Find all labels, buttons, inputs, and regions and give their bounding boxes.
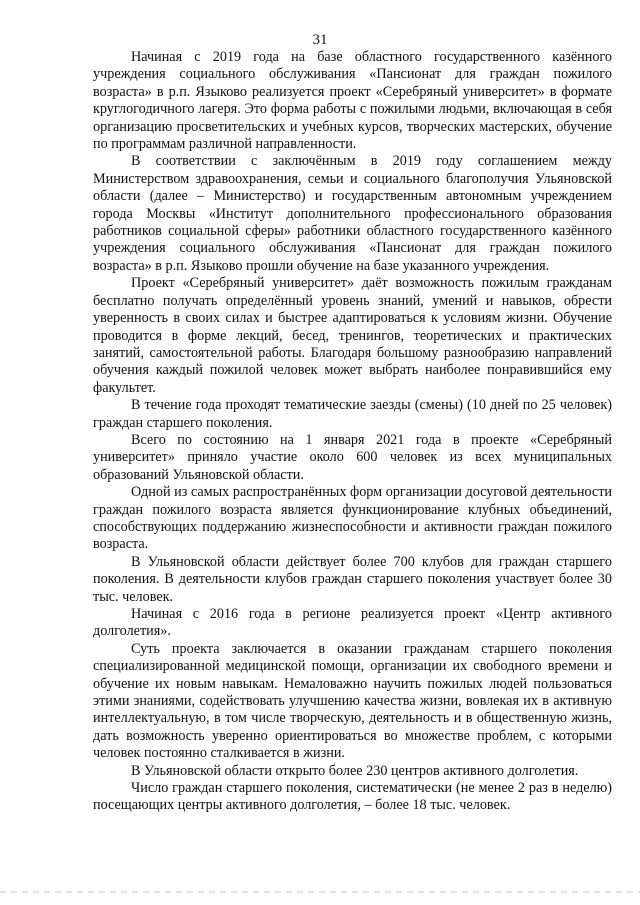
paragraph-clubs-count: В Ульяновской области действует более 700 клубов для граждан старшего поколения. В деятельности клубов граждан старшего поколения участвует более 30 тыс. человек. <box>93 553 612 605</box>
paragraph-project-essence: Суть проекта заключается в оказании гражданам старшего поколения специализированной медицинской помощи, организации их свободного времени и обучение их новым навыкам. Немаловажно научить пожилых людей пользоваться этими знаниями, содействовать улучшению качества жизни, вовлекая их в активную интеллектуальную, в том числе творческую, деятельность и в общественную жизнь, дать возможность уверенно ориентироваться во множестве проблем, с которыми человек постоянно сталкивается в жизни. <box>93 640 612 762</box>
paragraph-agreement: В соответствии с заключённым в 2019 году соглашением между Министерством здравоохранения, семьи и социального благополучия Ульяновской области (далее – Министерство) и государственным автономным учреждением города Москвы «Институт дополнительного профессионального образования работников социальной сферы» работники областного государственного казённого учреждения социального обслуживания «Пансионат для граждан пожилого возраста» в р.п. Языково прошли обучение на базе указанного учреждения. <box>93 153 612 274</box>
paragraph-centers-count: В Ульяновской области открыто более 230 центров активного долголетия. <box>131 762 579 779</box>
paragraph-visitors-count: Число граждан старшего поколения, систематически (не менее 2 раз в неделю) посещающих центры активного долголетия, – более 18 тыс. человек. <box>93 780 612 814</box>
paragraph-thematic-sessions: В течение года проходят тематические заезды (смены) (10 дней по 25 человек) граждан старшего поколения. <box>93 397 612 431</box>
paragraph-project-opportunities: Проект «Серебряный университет» даёт возможность пожилым гражданам бесплатно получать определённый уровень знаний, умений и навыков, обрести уверенность в своих силах и быстрее адаптироваться к условиям жизни. Обучение проводится в форме лекций, бесед, тренингов, теоретических и практических занятий, самостоятельной работы. Благодаря большому разнообразию направлений обучения каждый пожилой человек может выбрать наиболее понравившийся ему факультет. <box>93 275 612 396</box>
body-text <box>93 49 612 815</box>
scan-edge-artifact <box>0 891 640 893</box>
paragraph-participants-total: Всего по состоянию на 1 января 2021 года в проекте «Серебряный университет» приняло участие около 600 человек из всех муниципальных образований Ульяновской области. <box>93 431 612 483</box>
paragraph-silver-university-intro: Начиная с 2019 года на базе областного государственного казённого учреждения социального обслуживания «Пансионат для граждан пожилого возраста» в р.п. Языково реализуется проект «Серебряный университет» в формате круглогодичного лагеря. Это форма работы с пожилыми людьми, включающая в себя организацию просветительских и учебных курсов, творческих мастерских, обучение по программам различной направленности. <box>93 49 612 153</box>
page-number: 31 <box>312 32 328 48</box>
paragraph-club-associations: Одной из самых распространённых форм организации досуговой деятельности граждан пожилого возраста является функционирование клубных объединений, способствующих поддержанию жизнеспособности и активности граждан пожилого возраста. <box>93 484 612 553</box>
paragraph-active-longevity-project: Начиная с 2016 года в регионе реализуется проект «Центр активного долголетия». <box>93 606 612 640</box>
